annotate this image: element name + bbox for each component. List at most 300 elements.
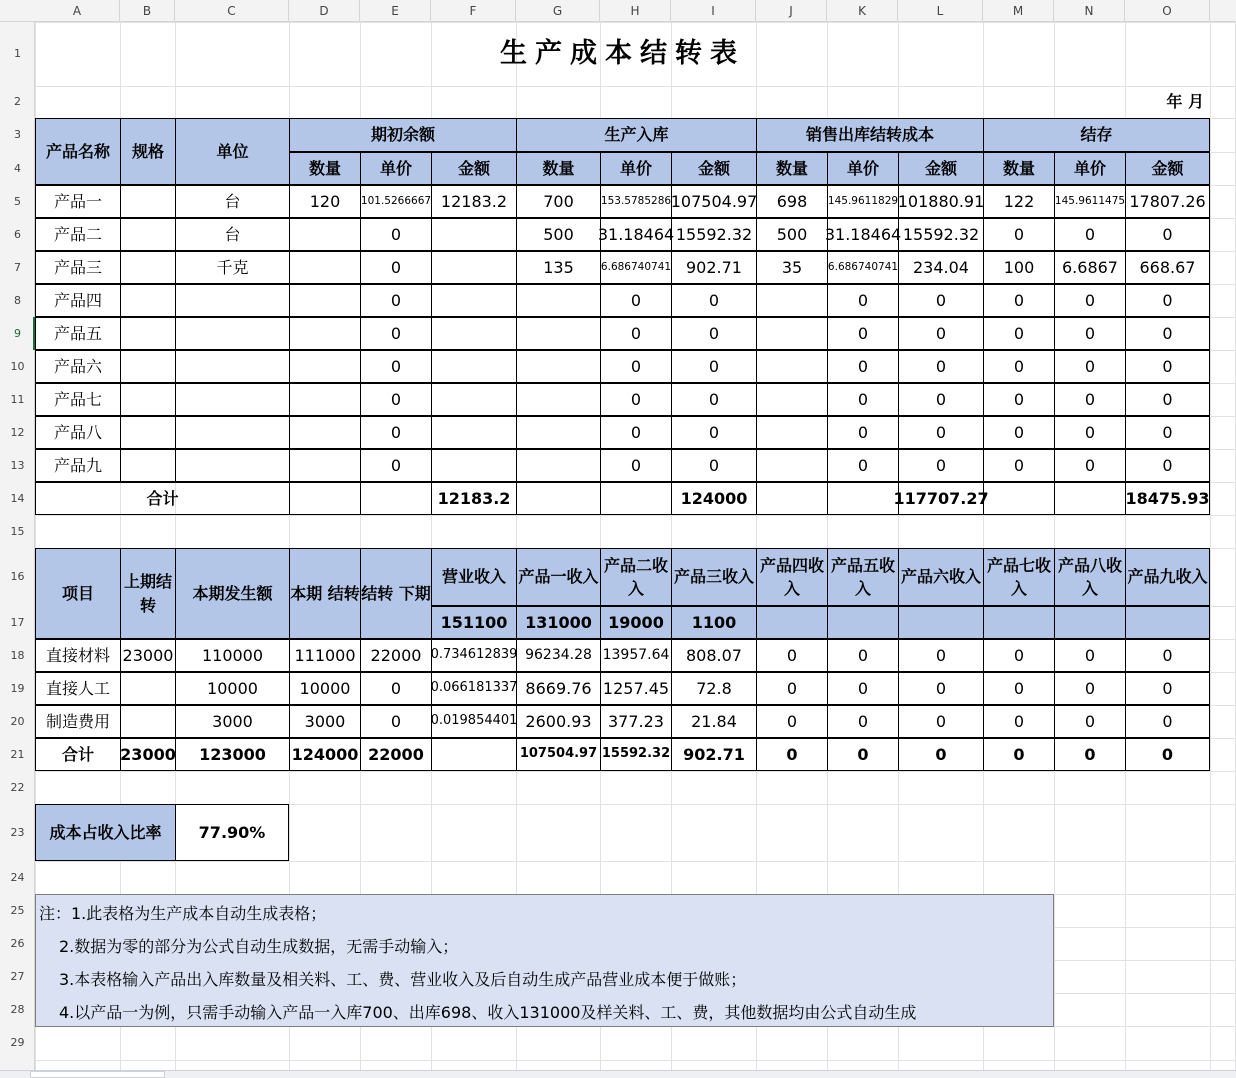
table-cell-p_amt[interactable] [671, 251, 756, 284]
header-revenue[interactable] [431, 548, 516, 606]
table-cell-unit[interactable] [175, 350, 289, 383]
table-cell-c_price[interactable] [1054, 449, 1125, 482]
column-header-O[interactable]: O [1125, 0, 1210, 22]
table-cell-name[interactable] [35, 449, 120, 482]
cost-total-p8[interactable] [1054, 738, 1125, 771]
table-cell-c_amt[interactable] [1125, 317, 1210, 350]
table-cell-s_qty[interactable] [756, 416, 827, 449]
table-cell-c_amt[interactable] [1125, 185, 1210, 218]
table-cell-p_amt[interactable] [671, 383, 756, 416]
header-qty[interactable] [756, 152, 827, 185]
table-cell-c_amt[interactable] [1125, 350, 1210, 383]
cost-cell-item[interactable] [35, 705, 120, 738]
cost-total-p3[interactable] [671, 738, 756, 771]
income-p9[interactable] [1125, 606, 1210, 639]
table-cell-o_qty[interactable] [289, 284, 360, 317]
cost-cell-p7[interactable] [983, 639, 1054, 672]
cost-cell-p2[interactable] [600, 672, 671, 705]
row-header-16[interactable]: 16 [10, 570, 25, 583]
header-current-amount[interactable] [175, 548, 289, 639]
income-p6[interactable] [898, 606, 983, 639]
income-p8[interactable] [1054, 606, 1125, 639]
cost-total-p4[interactable] [756, 738, 827, 771]
column-header-A[interactable]: A [35, 0, 120, 22]
table-cell-s_price[interactable] [827, 317, 898, 350]
row-header-7[interactable]: 7 [14, 261, 21, 274]
table-cell-o_amt[interactable] [431, 449, 516, 482]
table-cell-unit[interactable] [175, 185, 289, 218]
table-cell-c_qty[interactable] [983, 416, 1054, 449]
table-cell-c_qty[interactable] [983, 251, 1054, 284]
table-cell-p_qty[interactable] [516, 185, 600, 218]
table-cell-name[interactable] [35, 185, 120, 218]
table-cell-s_amt[interactable] [898, 218, 983, 251]
header-unit-price[interactable] [600, 152, 671, 185]
header-prev-carry[interactable] [120, 548, 175, 639]
total-cell[interactable] [1054, 482, 1125, 515]
table-cell-s_qty[interactable] [756, 251, 827, 284]
cost-cell-p3[interactable] [671, 705, 756, 738]
cost-cell-p5[interactable] [827, 672, 898, 705]
column-header-H[interactable]: H [600, 0, 671, 22]
cost-cell-p3[interactable] [671, 639, 756, 672]
table-cell-unit[interactable] [175, 449, 289, 482]
table-cell-spec[interactable] [120, 218, 175, 251]
header-unit-price[interactable] [1054, 152, 1125, 185]
table-cell-s_price[interactable] [827, 251, 898, 284]
table-cell-p_qty[interactable] [516, 251, 600, 284]
table-cell-c_price[interactable] [1054, 350, 1125, 383]
income-p2[interactable] [600, 606, 671, 639]
table-cell-p_price[interactable] [600, 383, 671, 416]
total-cell[interactable] [600, 482, 671, 515]
row-header-21[interactable]: 21 [10, 748, 25, 761]
header-sales-out-cost[interactable] [756, 118, 983, 152]
header-p2-income[interactable] [600, 548, 671, 606]
table-cell-c_qty[interactable] [983, 449, 1054, 482]
header-production-in[interactable] [516, 118, 756, 152]
table-cell-p_amt[interactable] [671, 350, 756, 383]
cost-cell-p2[interactable] [600, 639, 671, 672]
header-closing-stock[interactable] [983, 118, 1210, 152]
table-cell-p_price[interactable] [600, 284, 671, 317]
cost-cell-carry[interactable] [289, 639, 360, 672]
row-header-27[interactable]: 27 [10, 970, 25, 983]
cost-cell-p1[interactable] [516, 672, 600, 705]
cost-total-p2[interactable] [600, 738, 671, 771]
table-cell-p_qty[interactable] [516, 350, 600, 383]
income-p4[interactable] [756, 606, 827, 639]
total-cell[interactable] [827, 482, 898, 515]
total-cell[interactable] [289, 482, 360, 515]
table-cell-c_price[interactable] [1054, 218, 1125, 251]
row-header-9[interactable]: 9 [14, 327, 21, 340]
table-cell-c_price[interactable] [1054, 185, 1125, 218]
table-cell-p_price[interactable] [600, 449, 671, 482]
row-header-4[interactable]: 4 [14, 162, 21, 175]
table-cell-name[interactable] [35, 350, 120, 383]
column-header-I[interactable]: I [671, 0, 756, 22]
table-cell-s_price[interactable] [827, 449, 898, 482]
row-header-11[interactable]: 11 [10, 393, 25, 406]
sheet-tab-active[interactable] [30, 1071, 165, 1078]
table-cell-p_qty[interactable] [516, 449, 600, 482]
table-cell-s_qty[interactable] [756, 218, 827, 251]
column-header-J[interactable]: J [756, 0, 827, 22]
cost-ratio-value[interactable] [175, 804, 289, 861]
row-header-15[interactable]: 15 [10, 525, 25, 538]
table-cell-spec[interactable] [120, 350, 175, 383]
table-cell-spec[interactable] [120, 284, 175, 317]
table-cell-p_price[interactable] [600, 350, 671, 383]
cost-total-p1[interactable] [516, 738, 600, 771]
cost-cell-p6[interactable] [898, 705, 983, 738]
cost-total-next[interactable] [360, 738, 431, 771]
cost-cell-p2[interactable] [600, 705, 671, 738]
table-cell-c_amt[interactable] [1125, 383, 1210, 416]
cost-cell-p5[interactable] [827, 639, 898, 672]
cost-cell-next[interactable] [360, 639, 431, 672]
row-header-12[interactable]: 12 [10, 426, 25, 439]
cost-total-prev[interactable] [120, 738, 175, 771]
table-cell-o_amt[interactable] [431, 383, 516, 416]
header-p9-income[interactable] [1125, 548, 1210, 606]
column-header-M[interactable]: M [983, 0, 1054, 22]
header-carry-next[interactable] [360, 548, 431, 639]
table-cell-c_amt[interactable] [1125, 251, 1210, 284]
table-cell-o_price[interactable] [360, 449, 431, 482]
table-cell-s_amt[interactable] [898, 185, 983, 218]
table-cell-name[interactable] [35, 317, 120, 350]
cost-cell-next[interactable] [360, 705, 431, 738]
cost-cell-p7[interactable] [983, 672, 1054, 705]
row-header-29[interactable]: 29 [10, 1036, 25, 1049]
table-cell-p_amt[interactable] [671, 218, 756, 251]
table-cell-c_amt[interactable] [1125, 416, 1210, 449]
cost-cell-p9[interactable] [1125, 639, 1210, 672]
table-cell-unit[interactable] [175, 317, 289, 350]
cost-cell-p4[interactable] [756, 639, 827, 672]
table-cell-o_amt[interactable] [431, 317, 516, 350]
table-cell-s_amt[interactable] [898, 449, 983, 482]
header-item[interactable] [35, 548, 120, 639]
header-qty[interactable] [289, 152, 360, 185]
table-cell-p_price[interactable] [600, 317, 671, 350]
table-cell-p_price[interactable] [600, 185, 671, 218]
table-cell-s_price[interactable] [827, 284, 898, 317]
table-cell-o_price[interactable] [360, 218, 431, 251]
row-header-10[interactable]: 10 [10, 360, 25, 373]
table-cell-p_amt[interactable] [671, 449, 756, 482]
cost-total-item[interactable] [35, 738, 120, 771]
row-header-1[interactable]: 1 [14, 47, 21, 60]
header-opening-balance[interactable] [289, 118, 516, 152]
table-cell-c_price[interactable] [1054, 251, 1125, 284]
table-cell-p_qty[interactable] [516, 383, 600, 416]
total-cell-s_amt[interactable] [893, 482, 989, 515]
cost-cell-ratio[interactable] [431, 705, 516, 738]
table-cell-o_amt[interactable] [431, 284, 516, 317]
sheet-tab-bar[interactable] [0, 1070, 1236, 1078]
table-cell-c_qty[interactable] [983, 218, 1054, 251]
cost-total-p7[interactable] [983, 738, 1054, 771]
column-header-E[interactable]: E [360, 0, 431, 22]
page-title[interactable] [35, 22, 1210, 86]
cost-cell-carry[interactable] [289, 672, 360, 705]
table-cell-c_qty[interactable] [983, 284, 1054, 317]
header-p5-income[interactable] [827, 548, 898, 606]
table-cell-c_qty[interactable] [983, 185, 1054, 218]
table-cell-o_price[interactable] [360, 383, 431, 416]
table-cell-o_price[interactable] [360, 416, 431, 449]
table-cell-o_qty[interactable] [289, 317, 360, 350]
total-cell[interactable] [360, 482, 431, 515]
table-cell-s_amt[interactable] [898, 383, 983, 416]
total-cell[interactable] [756, 482, 827, 515]
cost-total-p9[interactable] [1125, 738, 1210, 771]
row-header-26[interactable]: 26 [10, 937, 25, 950]
row-header-6[interactable]: 6 [14, 228, 21, 241]
cost-cell-item[interactable] [35, 672, 120, 705]
cost-cell-p8[interactable] [1054, 705, 1125, 738]
cost-cell-p8[interactable] [1054, 639, 1125, 672]
table-cell-o_amt[interactable] [431, 251, 516, 284]
cost-total-ratio[interactable] [431, 738, 516, 771]
cost-cell-prev[interactable] [120, 672, 175, 705]
header-unit[interactable] [175, 118, 289, 185]
header-amount[interactable] [431, 152, 516, 185]
row-header-8[interactable]: 8 [14, 294, 21, 307]
table-cell-unit[interactable] [175, 383, 289, 416]
header-qty[interactable] [516, 152, 600, 185]
row-header-28[interactable]: 28 [10, 1003, 25, 1016]
table-cell-s_price[interactable] [827, 185, 898, 218]
table-cell-c_qty[interactable] [983, 350, 1054, 383]
table-cell-s_amt[interactable] [898, 284, 983, 317]
table-cell-s_qty[interactable] [756, 449, 827, 482]
table-cell-spec[interactable] [120, 185, 175, 218]
table-cell-o_qty[interactable] [289, 251, 360, 284]
header-amount[interactable] [671, 152, 756, 185]
cost-cell-current[interactable] [175, 639, 289, 672]
header-unit-price[interactable] [827, 152, 898, 185]
cost-cell-ratio[interactable] [431, 639, 516, 672]
table-cell-c_price[interactable] [1054, 416, 1125, 449]
header-p3-income[interactable] [671, 548, 756, 606]
income-p3[interactable] [671, 606, 756, 639]
cost-cell-item[interactable] [35, 639, 120, 672]
table-cell-unit[interactable] [175, 416, 289, 449]
cost-total-p6[interactable] [898, 738, 983, 771]
table-cell-o_qty[interactable] [289, 350, 360, 383]
table-cell-unit[interactable] [175, 218, 289, 251]
row-header-18[interactable]: 18 [10, 649, 25, 662]
year-month-label[interactable] [35, 86, 1210, 118]
table-cell-o_amt[interactable] [431, 350, 516, 383]
table-cell-spec[interactable] [120, 416, 175, 449]
header-unit-price[interactable] [360, 152, 431, 185]
header-current-carry[interactable] [289, 548, 360, 639]
table-cell-s_amt[interactable] [898, 350, 983, 383]
header-amount[interactable] [1125, 152, 1210, 185]
cost-cell-p6[interactable] [898, 672, 983, 705]
income-revenue[interactable] [431, 606, 516, 639]
table-cell-name[interactable] [35, 218, 120, 251]
table-cell-s_price[interactable] [827, 416, 898, 449]
table-cell-s_price[interactable] [827, 383, 898, 416]
table-cell-o_price[interactable] [360, 251, 431, 284]
table-cell-unit[interactable] [175, 284, 289, 317]
table-cell-o_amt[interactable] [431, 416, 516, 449]
cost-ratio-label[interactable] [35, 804, 175, 861]
table-cell-spec[interactable] [120, 383, 175, 416]
cost-cell-prev[interactable] [120, 639, 175, 672]
header-p6-income[interactable] [898, 548, 983, 606]
table-cell-p_price[interactable] [600, 251, 671, 284]
table-cell-p_amt[interactable] [671, 416, 756, 449]
column-header-L[interactable]: L [898, 0, 983, 22]
row-header-2[interactable]: 2 [14, 95, 21, 108]
cost-total-carry[interactable] [289, 738, 360, 771]
row-header-23[interactable]: 23 [10, 826, 25, 839]
table-cell-o_qty[interactable] [289, 185, 360, 218]
cost-total-current[interactable] [175, 738, 289, 771]
column-header-B[interactable]: B [120, 0, 175, 22]
table-cell-s_price[interactable] [824, 218, 902, 251]
cost-cell-p6[interactable] [898, 639, 983, 672]
table-cell-name[interactable] [35, 251, 120, 284]
table-cell-s_qty[interactable] [756, 317, 827, 350]
table-cell-s_amt[interactable] [898, 251, 983, 284]
cost-cell-p9[interactable] [1125, 705, 1210, 738]
table-cell-spec[interactable] [120, 449, 175, 482]
table-cell-o_amt[interactable] [431, 218, 516, 251]
table-cell-c_price[interactable] [1054, 284, 1125, 317]
table-cell-o_amt[interactable] [431, 185, 516, 218]
table-cell-unit[interactable] [175, 251, 289, 284]
cost-cell-p8[interactable] [1054, 672, 1125, 705]
table-cell-c_amt[interactable] [1125, 449, 1210, 482]
table-cell-s_qty[interactable] [756, 383, 827, 416]
table-cell-o_qty[interactable] [289, 449, 360, 482]
column-header-N[interactable]: N [1054, 0, 1125, 22]
row-header-17[interactable]: 17 [10, 616, 25, 629]
total-cell-p_amt[interactable] [671, 482, 756, 515]
table-cell-c_qty[interactable] [983, 317, 1054, 350]
column-header-D[interactable]: D [289, 0, 360, 22]
table-cell-c_amt[interactable] [1125, 284, 1210, 317]
table-cell-o_qty[interactable] [289, 383, 360, 416]
header-product-name[interactable] [35, 118, 120, 185]
cost-cell-p4[interactable] [756, 672, 827, 705]
income-p5[interactable] [827, 606, 898, 639]
row-header-3[interactable]: 3 [14, 128, 21, 141]
row-header-5[interactable]: 5 [14, 195, 21, 208]
row-header-14[interactable]: 14 [10, 492, 25, 505]
total-cell[interactable] [516, 482, 600, 515]
header-p8-income[interactable] [1054, 548, 1125, 606]
total-cell[interactable] [983, 482, 1054, 515]
column-header-F[interactable]: F [431, 0, 516, 22]
cost-cell-ratio[interactable] [431, 672, 516, 705]
row-header-22[interactable]: 22 [10, 781, 25, 794]
row-header-24[interactable]: 24 [10, 871, 25, 884]
table-cell-o_qty[interactable] [289, 416, 360, 449]
table-cell-s_qty[interactable] [756, 185, 827, 218]
table-cell-s_qty[interactable] [756, 350, 827, 383]
header-p1-income[interactable] [516, 548, 600, 606]
table-cell-p_amt[interactable] [671, 284, 756, 317]
total-cell-c_amt[interactable] [1125, 482, 1210, 515]
cost-cell-next[interactable] [360, 672, 431, 705]
table-cell-spec[interactable] [120, 317, 175, 350]
header-p4-income[interactable] [756, 548, 827, 606]
table-cell-c_price[interactable] [1054, 383, 1125, 416]
cost-cell-carry[interactable] [289, 705, 360, 738]
cost-cell-p4[interactable] [756, 705, 827, 738]
table-cell-p_qty[interactable] [516, 416, 600, 449]
cost-cell-p1[interactable] [516, 639, 600, 672]
table-cell-o_price[interactable] [360, 317, 431, 350]
cost-cell-current[interactable] [175, 672, 289, 705]
cost-cell-p3[interactable] [671, 672, 756, 705]
cost-cell-p9[interactable] [1125, 672, 1210, 705]
cost-cell-p1[interactable] [516, 705, 600, 738]
table-cell-s_qty[interactable] [756, 284, 827, 317]
table-cell-p_amt[interactable] [671, 317, 756, 350]
table-cell-s_amt[interactable] [898, 317, 983, 350]
total-cell-o_amt[interactable] [431, 482, 516, 515]
cost-total-p5[interactable] [827, 738, 898, 771]
income-p7[interactable] [983, 606, 1054, 639]
table-cell-s_price[interactable] [827, 350, 898, 383]
total-label[interactable] [35, 482, 289, 515]
header-p7-income[interactable] [983, 548, 1054, 606]
row-header-20[interactable]: 20 [10, 715, 25, 728]
column-header-C[interactable]: C [175, 0, 289, 22]
table-cell-o_price[interactable] [360, 350, 431, 383]
column-header-G[interactable]: G [516, 0, 600, 22]
row-header-25[interactable]: 25 [10, 904, 25, 917]
notes-box[interactable] [35, 894, 1054, 1027]
cost-cell-p7[interactable] [983, 705, 1054, 738]
column-header-K[interactable]: K [827, 0, 898, 22]
header-amount[interactable] [898, 152, 983, 185]
row-header-19[interactable]: 19 [10, 682, 25, 695]
cost-cell-prev[interactable] [120, 705, 175, 738]
table-cell-name[interactable] [35, 383, 120, 416]
table-cell-p_price[interactable] [600, 416, 671, 449]
cost-cell-p5[interactable] [827, 705, 898, 738]
table-cell-p_qty[interactable] [516, 218, 600, 251]
header-spec[interactable] [120, 118, 175, 185]
table-cell-o_price[interactable] [360, 284, 431, 317]
income-p1[interactable] [516, 606, 600, 639]
table-cell-o_price[interactable] [360, 185, 431, 218]
table-cell-p_qty[interactable] [516, 317, 600, 350]
table-cell-spec[interactable] [120, 251, 175, 284]
table-cell-name[interactable] [35, 416, 120, 449]
table-cell-s_amt[interactable] [898, 416, 983, 449]
table-cell-c_price[interactable] [1054, 317, 1125, 350]
cost-cell-current[interactable] [175, 705, 289, 738]
row-header-13[interactable]: 13 [10, 459, 25, 472]
table-cell-p_qty[interactable] [516, 284, 600, 317]
table-cell-c_amt[interactable] [1125, 218, 1210, 251]
table-cell-p_amt[interactable] [671, 185, 756, 218]
header-qty[interactable] [983, 152, 1054, 185]
table-cell-p_price[interactable] [597, 218, 675, 251]
